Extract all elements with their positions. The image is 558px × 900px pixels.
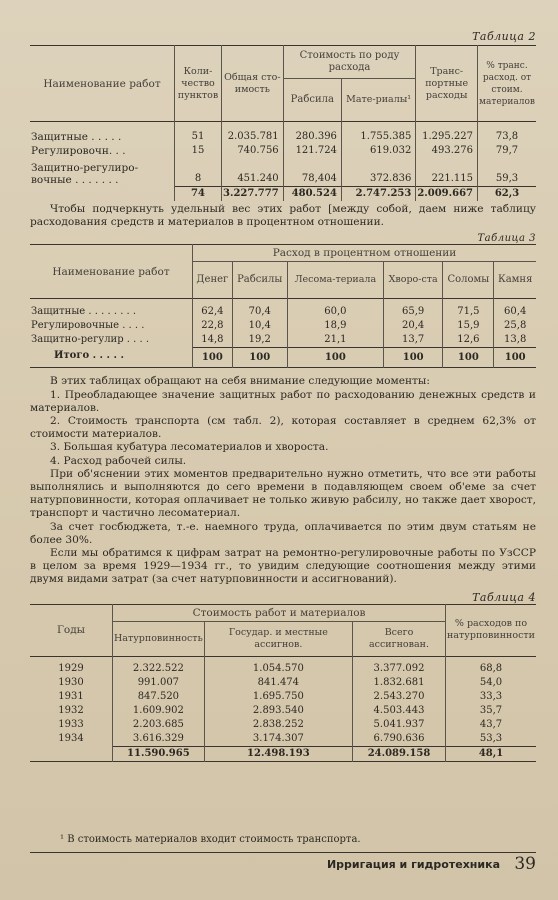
- table-row: Защитно-регулиро-вочные . . . . . . . 8 451.240 78,404 372.836 221.115 59,3: [30, 158, 536, 187]
- table-row: Регулировочн. . . 15 740.756 121.724 619.032 493.276 79,7: [30, 144, 536, 158]
- t2-header-count: Коли-чество пунктов: [175, 46, 222, 122]
- table-row: 1934 3.616.329 3.174.307 6.790.636 53,3: [30, 732, 536, 747]
- paragraph: 1. Преобладающее значение защитных работ по расходованию денежных средств и материалов.: [30, 388, 536, 414]
- t3-header-name: Наименование работ: [52, 265, 170, 278]
- table3-label: Таблица 3: [477, 233, 536, 245]
- table-row: 1933 2.203.685 2.838.252 5.041.937 43,7: [30, 718, 536, 732]
- t4-header-year: Годы: [56, 624, 86, 637]
- paragraph: При об'яснении этих моментов предварительно нужно отметить, что все эти работы выполнялись и выполняются до сего времени в подавляющем своем об'еме за счет натурповинности, которая оплачивает не только живую рабсилу, но также дает хворост, транспорт и частично лесоматериал.: [30, 467, 536, 520]
- t2-header-total: Общая сто-имость: [222, 46, 284, 122]
- t4-header-all: Всего ассигнован.: [352, 621, 445, 656]
- t2-header-pct: % транс. расход. от стоим. материалов: [478, 46, 537, 122]
- table-row: Защитные . . . . . 51 2.035.781 280.396 1.755.385 1.295.227 73,8: [30, 130, 536, 144]
- table-row: 1930 991.007 841.474 1.832.681 54,0: [30, 676, 536, 690]
- footnote: ¹ В стоимость материалов входит стоимость транспорта.: [60, 834, 361, 845]
- table2-label: Таблица 2: [472, 30, 536, 43]
- paragraph: 2. Стоимость транспорта (см табл. 2), которая составляет в среднем 62,3% от стоимости материалов.: [30, 415, 536, 441]
- t4-header-nat: Натурповинность: [113, 621, 205, 656]
- table4: [30, 604, 536, 763]
- paragraph: Чтобы подчеркнуть удельный вес этих работ [между собой, даем ниже таблицу расходования средств и материалов в процентном отношении.: [30, 203, 536, 229]
- t4-header-gov: Государ. и местные ассигнов.: [204, 621, 352, 656]
- table-row: Защитно-регулир . . . . 14,8 19,2 21,1 13,7 12,6 13,8: [30, 333, 536, 348]
- paragraph: За счет госбюджета, т.-е. наемного труда, оплачивается по этим двум статьям не более 30%.: [30, 520, 536, 546]
- table2: [30, 45, 536, 201]
- footer-rule: [30, 852, 536, 853]
- table-row: Регулировочные . . . . 22,8 10,4 18,9 20,4 15,9 25,8: [30, 319, 536, 333]
- t4-header-pct: % расходов по натурповинности: [446, 604, 536, 656]
- t2-header-labor: Рабсила: [283, 79, 341, 122]
- table-row: 1931 847.520 1.695.750 2.543.270 33,3: [30, 690, 536, 704]
- table-row: 1929 2.322.522 1.054.570 3.377.092 68,8: [30, 662, 536, 676]
- t2-header-group: Стоимость по роду расхода: [283, 46, 416, 79]
- t3-header-group: Расход в процентном отношении: [193, 245, 537, 262]
- table-total-row: Итого . . . . . 100 100 100 100 100 100: [30, 347, 536, 368]
- paragraph: 4. Расход рабочей силы.: [50, 454, 187, 467]
- table4-label: Таблица 4: [472, 590, 536, 604]
- t4-header-group: Стоимость работ и материалов: [113, 604, 446, 621]
- table-total-row: 11.590.965 12.498.193 24.089.158 48,1: [30, 747, 536, 762]
- table-row: Защитные . . . . . . . . 62,4 70,4 60,0 65,9 71,5 60,4: [30, 305, 536, 319]
- table3: Наименование работ Расход в процентном отношении Денег Рабсилы Лесома-териала Хворо-ста Соломы Камня Защитные . . . . . . . . 62,4 70,4 60,0 65,9 71,5 60,4 Регулировочные . . . . 22,8 10,4 18,9 20,4 15,9 25,8 Защитно-регулир . . . . 14,8 19,2 21,1 13,7 12,6 13,8 Итого . . . . . 100 100 100 100 100 100: [30, 244, 536, 368]
- table-row: 1932 1.609.902 2.893.540 4.503.443 35,7: [30, 704, 536, 718]
- paragraph: 3. Большая кубатура лесоматериалов и хворостa.: [50, 441, 329, 454]
- page-number: 39: [514, 854, 536, 874]
- journal-title: Ирригация и гидротехника: [326, 858, 500, 871]
- t2-header-name: Наименование работ: [43, 77, 161, 90]
- paragraph: Если мы обратимся к цифрам затрат на ремонтно-регулировочные работы по УзССР в целом за время 1929—1934 гг., то увидим следующие соотношения между этими двумя видами затрат (за счет натурповинности и ассигнований).: [30, 547, 536, 586]
- t2-header-materials: Мате-риалы¹: [341, 79, 415, 122]
- t2-header-transport: Транс-портные расходы: [416, 46, 478, 122]
- table-total-row: 74 3.227.777 480.524 2.747.253 2.009.667 62,3: [30, 187, 536, 202]
- paragraph: В этих таблицах обращают на себя внимание следующие моменты:: [50, 375, 430, 388]
- body-text: [30, 375, 536, 586]
